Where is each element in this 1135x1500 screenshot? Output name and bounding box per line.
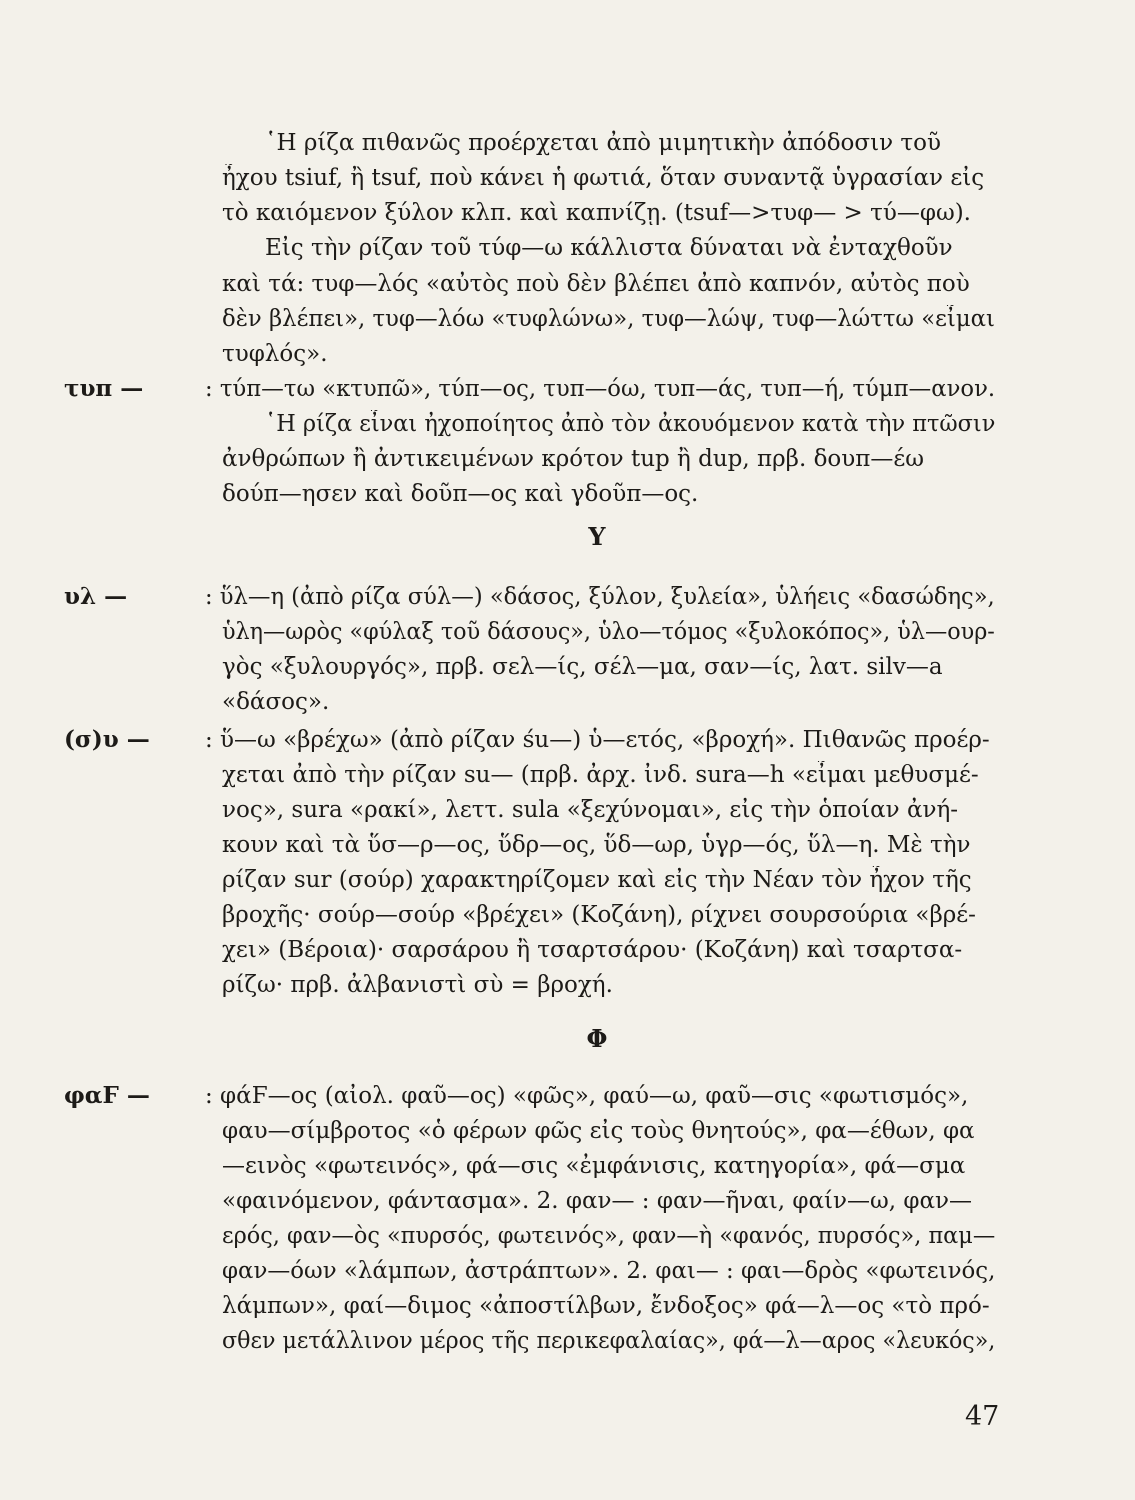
text-line: : φάϜ—ος (αἰολ. φαῦ—ος) «φῶς», φαύ—ω, φαῦ—σις «φωτισμός», <box>205 1083 968 1109</box>
headword: φαϜ — <box>64 1082 150 1109</box>
text-line: ρίζαν sur (σούρ) χαρακτηρίζομεν καὶ εἰς τὴν Νέαν τὸν ἦχον τῆς <box>222 867 972 893</box>
text-line: : τύπ—τω «κτυπῶ», τύπ—ος, τυπ—όω, τυπ—άς, τυπ—ή, τύμπ—ανον. <box>205 376 995 402</box>
headword: (σ)υ — <box>64 726 150 753</box>
text-line: χει» (Βέροια)· σαρσάρου ἢ τσαρτσάρου· (Κοζάνη) καὶ τσαρτσα- <box>222 937 962 963</box>
text-line: «φαινόμενον, φάντασμα». 2. φαν— : φαν—ῆναι, φαίν—ω, φαν— <box>222 1188 972 1214</box>
text-line: δὲν βλέπει», τυφ—λόω «τυφλώνω», τυφ—λώψ, τυφ—λώττω «εἶμαι <box>222 306 995 332</box>
text-line: χεται ἀπὸ τὴν ρίζαν su— (πρβ. ἀρχ. ἰνδ. sura—h «εἶμαι μεθυσμέ- <box>222 762 979 788</box>
text-line: ρίζω· πρβ. ἀλβανιστὶ σὺ = βροχή. <box>222 972 613 998</box>
text-line: τυφλός». <box>222 341 328 367</box>
text-line: ερός, φαν—ὸς «πυρσός, φωτεινός», φαν—ὴ «φανός, πυρσός», παμ— <box>222 1223 996 1249</box>
text-line: κουν καὶ τὰ ὕσ—ρ—ος, ὕδρ—ος, ὕδ—ωρ, ὑγρ—ός, ὕλ—η. Μὲ τὴν <box>222 832 971 858</box>
text-line: ἀνθρώπων ἢ ἀντικειμένων κρότον tup ἢ dup, πρβ. δουπ—έω <box>222 446 924 472</box>
text-line: σθεν μετάλλινον μέρος τῆς περικεφαλαίας», φά—λ—αρος «λευκός», <box>222 1328 995 1354</box>
text-line: «δάσος». <box>222 689 329 715</box>
text-line: καὶ τά: τυφ—λός «αὐτὸς ποὺ δὲν βλέπει ἀπὸ καπνόν, αὐτὸς ποὺ <box>222 271 970 297</box>
page-number: 47 <box>965 1401 1000 1432</box>
text-line: ὑλη—ωρὸς «φύλαξ τοῦ δάσους», ὑλο—τόμος «ξυλοκόπος», ὑλ—ουρ- <box>222 619 995 645</box>
text-line: φαν—όων «λάμπων, ἀστράπτων». 2. φαι— : φαι—δρὸς «φωτεινός, <box>222 1258 996 1284</box>
text-line: : ὕλ—η (ἀπὸ ρίζα σύλ—) «δάσος, ξύλον, ξυλεία», ὑλήεις «δασώδης», <box>205 584 995 610</box>
headword: υλ — <box>64 583 128 610</box>
text-line: φαυ—σίμβροτος «ὁ φέρων φῶς εἰς τοὺς θνητούς», φα—έθων, φα <box>222 1118 975 1144</box>
text-line: ῾Η ρίζα εἶναι ἠχοποίητος ἀπὸ τὸν ἀκουόμενον κατὰ τὴν πτῶσιν <box>265 411 995 437</box>
text-line: ῾Η ρίζα πιθανῶς προέρχεται ἀπὸ μιμητικὴν ἀπόδοσιν τοῦ <box>265 130 941 156</box>
text-line: βροχῆς· σούρ—σούρ «βρέχει» (Κοζάνη), ρίχνει σουρσούρια «βρέ- <box>222 902 976 928</box>
text-line: —εινὸς «φωτεινός», φά—σις «ἐμφάνισις, κατηγορία», φά—σμα <box>222 1153 965 1179</box>
section-letter: Φ <box>586 1024 608 1053</box>
headword: τυπ — <box>64 375 144 402</box>
text-line: δούπ—ησεν καὶ δοῦπ—ος καὶ γδοῦπ—ος. <box>222 481 698 507</box>
section-letter: Υ <box>588 522 606 551</box>
text-line: Εἰς τὴν ρίζαν τοῦ τύφ—ω κάλλιστα δύναται νὰ ἐνταχθοῦν <box>265 235 953 261</box>
text-line: νος», sura «ρακί», λεττ. sula «ξεχύνομαι», εἰς τὴν ὁποίαν ἀνή- <box>222 797 958 823</box>
text-line: λάμπων», φαί—διμος «ἀποστίλβων, ἔνδοξος» φά—λ—ος «τὸ πρό- <box>222 1293 990 1319</box>
text-line: : ὕ—ω «βρέχω» (ἀπὸ ρίζαν śu—) ὑ—ετός, «βροχή». Πιθανῶς προέρ- <box>205 727 990 753</box>
text-line: τὸ καιόμενον ξύλον κλπ. καὶ καπνίζῃ. (tsuf—>τυφ— > τύ—φω). <box>222 200 971 226</box>
text-line: ἦχου tsiuf, ἢ tsuf, ποὺ κάνει ἡ φωτιά, ὅταν συναντᾷ ὑγρασίαν εἰς <box>222 165 984 191</box>
text-line: γὸς «ξυλουργός», πρβ. σελ—ίς, σέλ—μα, σαν—ίς, λατ. silv—a <box>222 654 943 680</box>
